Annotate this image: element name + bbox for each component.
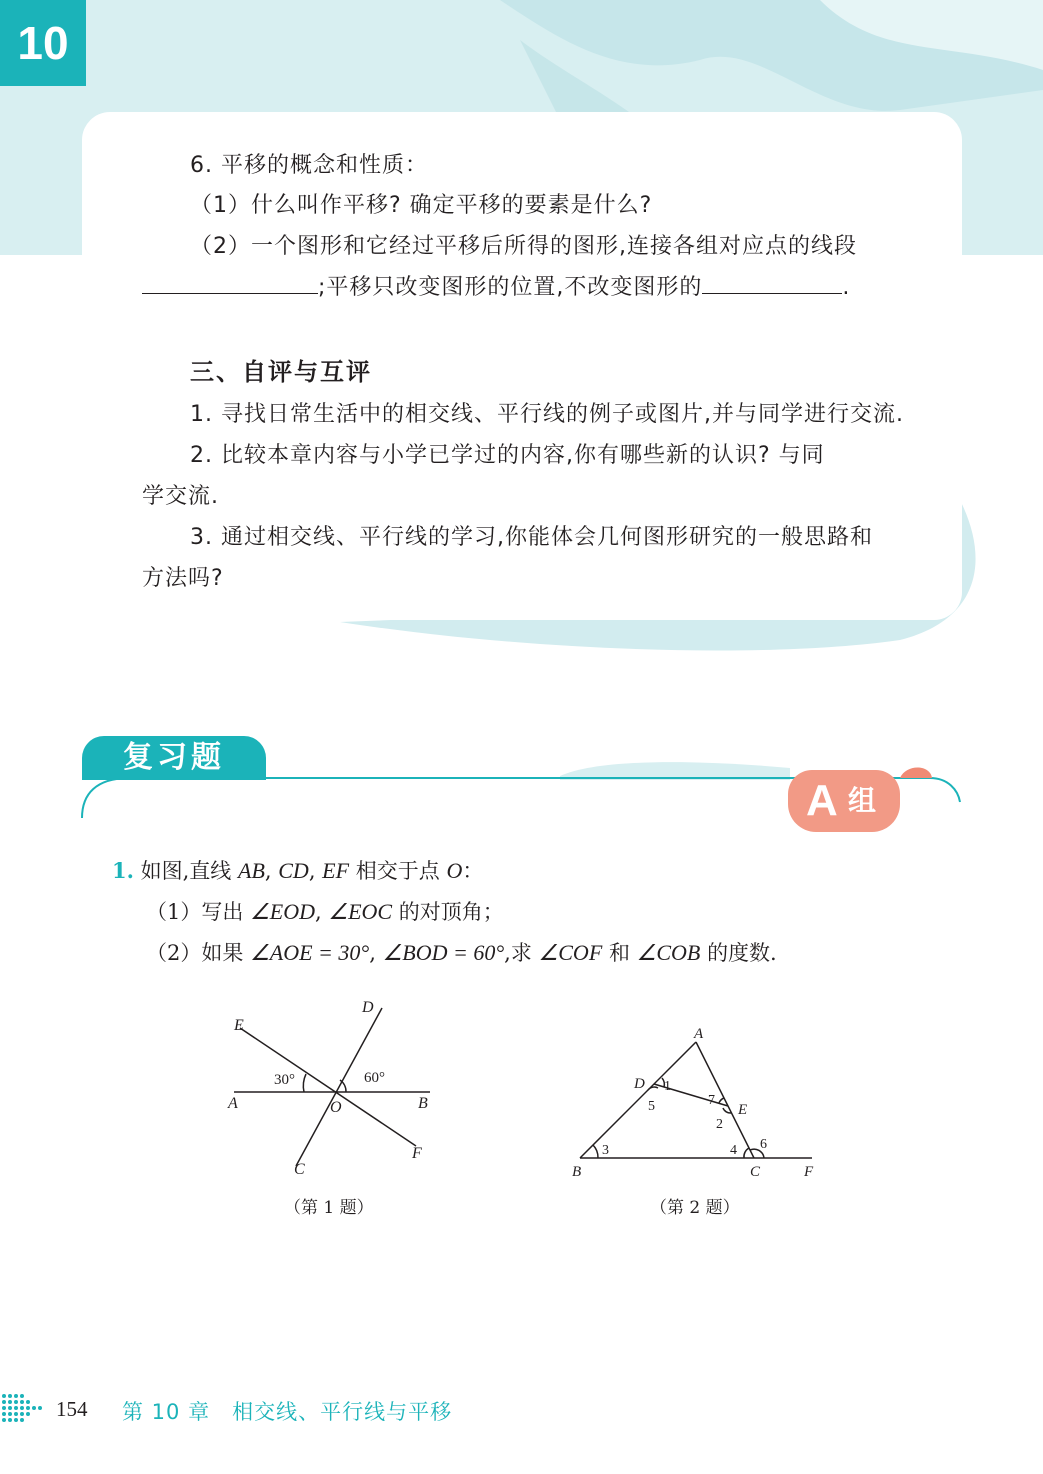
review-section-tab: 复习题 — [82, 736, 266, 780]
q1-angle-aoe-value: ∠AOE = 30° — [250, 940, 370, 965]
figure1-arc-30 — [303, 1074, 306, 1092]
q1-line-ab: AB — [238, 858, 265, 883]
q1-stem-mid: 相交于点 — [355, 859, 440, 883]
figure2-arc-7 — [719, 1098, 724, 1103]
figure1-line-cd — [296, 1008, 382, 1166]
question1-part1: （1）写出 ∠EOD, ∠EOC 的对顶角； — [146, 899, 504, 924]
recap-item6-q2-mid: ;平移只改变图形的位置,不改变图形的 — [318, 275, 703, 300]
question1-part2: （2）如果 ∠AOE = 30°, ∠BOD = 60°,求 ∠COF 和 ∠COB 的度数. — [146, 940, 777, 965]
q1-point-o: O — [446, 858, 463, 883]
q1-angle-eod: ∠EOD — [250, 899, 315, 924]
figure2-label-d: D — [634, 1076, 645, 1092]
figure2-diagram — [568, 1020, 830, 1180]
q1-angle-cof: ∠COF — [538, 940, 603, 965]
group-letter: A — [806, 776, 838, 825]
fill-blank-1[interactable] — [142, 273, 318, 294]
recap-item6-q2-line2 — [142, 270, 850, 301]
figure2-angle-4: 4 — [730, 1143, 737, 1158]
figure1-label-f: F — [412, 1145, 422, 1162]
figure1-line-ef — [240, 1028, 416, 1146]
self-review-item1: 1. 寻找日常生活中的相交线、平行线的例子或图片,并与同学进行交流. — [190, 402, 904, 427]
figure2-arc-4 — [744, 1148, 749, 1158]
recap-item6-q2-line1: （2）一个图形和它经过平移后所得的图形,连接各组对应点的线段 — [190, 234, 857, 259]
footer-chapter-title: 第 10 章 相交线、平行线与平移 — [122, 1400, 453, 1424]
footer-dot-pattern-icon — [0, 1390, 48, 1426]
figure1-label-b: B — [418, 1095, 428, 1112]
figure2-label-e: E — [738, 1102, 748, 1118]
figure2-angle-2: 2 — [716, 1117, 723, 1132]
self-review-item3-line1: 3. 通过相交线、平行线的学习,你能体会几何图形研究的一般思路和 — [190, 525, 873, 550]
q1-stem-text: 如图,直线 — [140, 859, 232, 883]
group-label: 组 — [848, 784, 877, 817]
figure2-label-b: B — [572, 1164, 582, 1180]
figure2-caption: （第 2 题） — [650, 1198, 740, 1218]
figure2-angle-7: 7 — [708, 1093, 715, 1108]
q1-angle-cob: ∠COB — [636, 940, 701, 965]
figure1-diagram — [220, 990, 450, 1180]
figure2-angle-3: 3 — [602, 1143, 609, 1158]
q1-part2-end: 的度数. — [707, 941, 777, 965]
figure1-label-e: E — [234, 1017, 244, 1034]
chapter-number-badge: 10 — [0, 0, 86, 86]
recap-item6-title: 6. 平移的概念和性质： — [190, 153, 428, 178]
q1-part1-pre: （1）写出 — [146, 900, 244, 924]
section-heading-self-review: 三、自评与互评 — [190, 358, 372, 386]
q1-angle-eoc: ∠EOC — [328, 899, 393, 924]
recap-item6-q1: （1）什么叫作平移? 确定平移的要素是什么? — [190, 193, 653, 218]
figure2-arc-3 — [593, 1145, 598, 1158]
figure1-angle-60: 60° — [364, 1070, 385, 1086]
question-number: 1. — [112, 858, 134, 883]
q1-part2-pre: （2）如果 — [146, 941, 244, 965]
fill-blank-2[interactable] — [702, 273, 842, 294]
q1-part2-mid: ,求 — [504, 941, 532, 965]
figure2-label-f: F — [804, 1164, 814, 1180]
figure2-label-c: C — [750, 1164, 761, 1180]
page-number: 154 — [56, 1397, 88, 1421]
figure2-line-ba — [580, 1042, 696, 1158]
figure2-line-ac — [696, 1042, 754, 1158]
figure2-angle-5: 5 — [648, 1099, 655, 1114]
self-review-item2-line2: 学交流. — [142, 484, 219, 509]
figure1-angle-30: 30° — [274, 1072, 295, 1088]
figure1-arc-60 — [340, 1080, 346, 1092]
self-review-item2-line1: 2. 比较本章内容与小学已学过的内容,你有哪些新的认识? 与同 — [190, 443, 825, 468]
recap-item6-q2-end: . — [842, 275, 851, 300]
figure1-label-d: D — [362, 999, 374, 1016]
q1-stem-end: ： — [462, 859, 484, 883]
question1-stem: 1. 如图,直线 AB, CD, EF 相交于点 O： — [112, 858, 484, 883]
figure2-angle-6: 6 — [760, 1137, 767, 1152]
figure1-label-o: O — [330, 1099, 342, 1116]
q1-line-cd: CD — [278, 858, 309, 883]
q1-part1-end: 的对顶角； — [398, 900, 504, 924]
q1-part2-and: 和 — [608, 941, 630, 965]
figure2-angle-1: 1 — [664, 1079, 671, 1094]
figure2-label-a: A — [694, 1026, 704, 1042]
figure1-label-c: C — [294, 1161, 305, 1178]
group-a-badge — [788, 770, 900, 832]
figure1-label-a: A — [228, 1095, 238, 1112]
q1-line-ef: EF — [322, 858, 350, 883]
figure1-caption: （第 1 题） — [284, 1198, 374, 1218]
q1-angle-bod-value: ∠BOD = 60° — [382, 940, 505, 965]
self-review-item3-line2: 方法吗? — [142, 566, 224, 591]
